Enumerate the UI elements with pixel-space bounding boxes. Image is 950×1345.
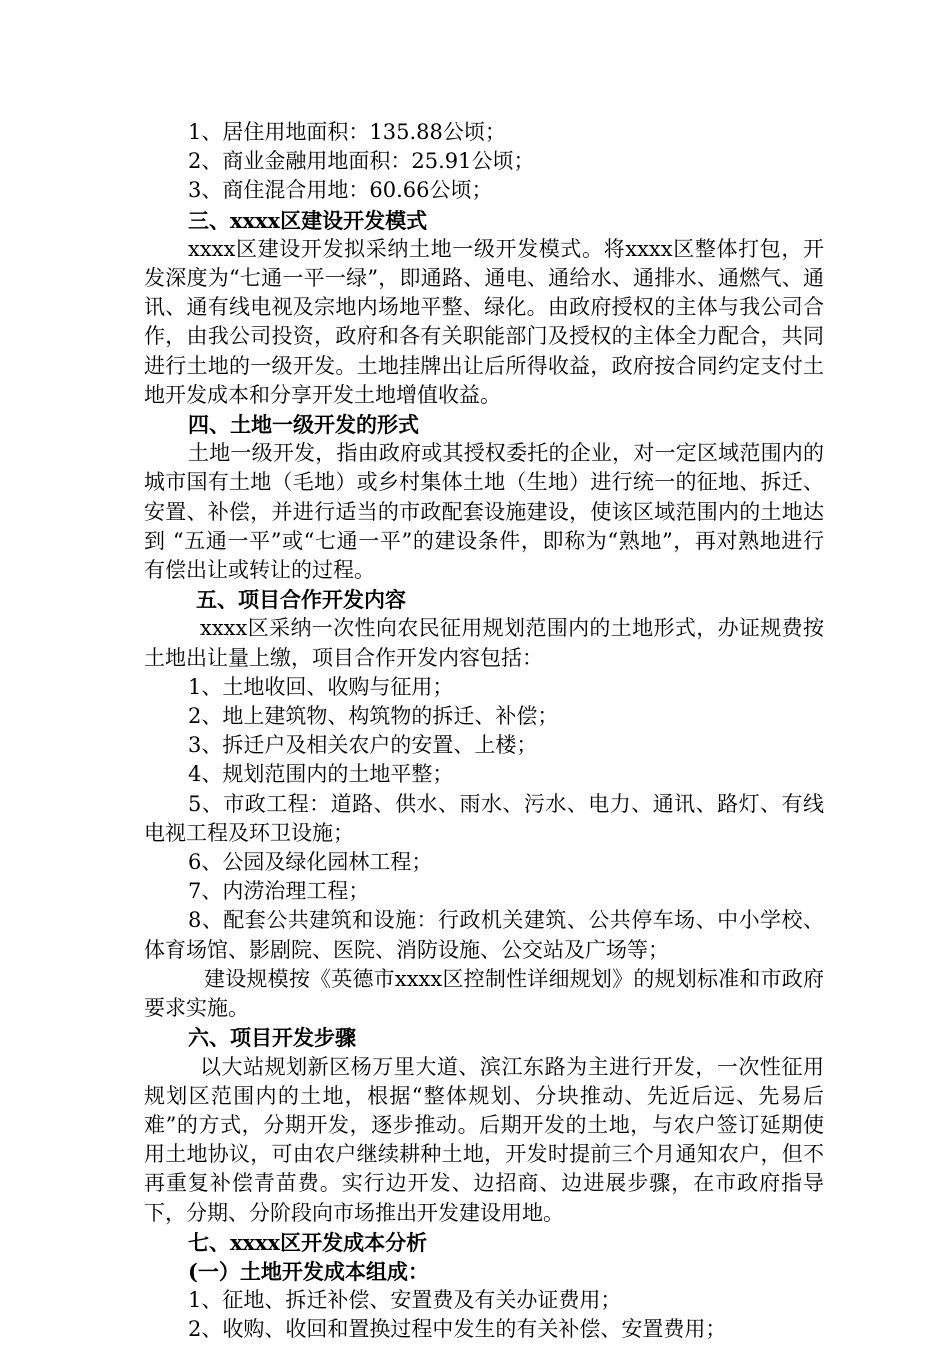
land-area-mixed: 3、商住混合用地：60.66公顷； [188,178,493,203]
land-area-commercial: 2、商业金融用地面积：25.91公顷； [188,149,535,174]
section-6-heading: 六、项目开发步骤 [188,1025,356,1051]
section-5-item: 2、地上建筑物、构筑物的拆迁、补偿； [188,704,559,729]
section-3-heading: 三、xxxx区建设开发模式 [188,207,428,233]
section-5-item: 7、内涝治理工程； [188,879,370,904]
section-6-body: 以大站规划新区杨万里大道、滨江东路为主进行开发，一次性征用规划区范围内的土地，根据“整体规划、分块推动、先近后远、先易后难”的方式，分期开发，逐步推动。后期开发的土地，与农户签订延期使用土地协议，可由农户继续耕种土地，开发时提前三个月通知农户，但不再重复补偿青苗费。实行边开发、边招商、边进展步骤，在市政府指导下，分期、分阶段向市场推出开发建设用地。 [144,1054,824,1225]
section-5-item: 1、土地收回、收购与征用； [188,674,454,699]
section-5-heading: 五、项目合作开发内容 [196,587,406,613]
section-7-heading: 七、xxxx区开发成本分析 [188,1229,428,1255]
section-5-item: 8、配套公共建筑和设施：行政机关建筑、公共停车场、中小学校、体育场馆、影剧院、医院、消防设施、公交站及广场等； [144,908,824,962]
section-5-outro: 建设规模按《英德市xxxx区控制性详细规划》的规划标准和市政府要求实施。 [144,966,824,1021]
section-5-item: 5、市政工程：道路、供水、雨水、污水、电力、通讯、路灯、有线电视工程及环卫设施； [144,791,824,845]
land-area-residential: 1、居住用地面积：135.88公顷； [188,120,506,144]
section-7-item: 1、征地、拆迁补偿、安置费及有关办证费用； [188,1288,622,1313]
section-5-item: 4、规划范围内的土地平整； [188,762,454,787]
section-7-subheading: (一）土地开发成本组成： [188,1258,429,1284]
section-4-body: 土地一级开发，指由政府或其授权委托的企业，对一定区域范围内的城市国有土地（毛地）或乡村集体土地（生地）进行统一的征地、拆迁、安置、补偿，并进行适当的市政配套设施建设，使该区域范围内的土地达到 “五通一平”或“七通一平”的建设条件，即称为“熟地”，再对熟地进行有偿出让或转让的过程。 [144,441,824,583]
section-5-intro: xxxx区采纳一次性向农民征用规划范围内的土地形式，办证规费按土地出让量上缴，项目合作开发内容包括： [144,616,824,670]
section-5-item: 3、拆迁户及相关农户的安置、上楼； [188,733,538,758]
section-3-body: xxxx区建设开发拟采纳土地一级开发模式。将xxxx区整体打包，开发深度为“七通一平一绿”，即通路、通电、通给水、通排水、通燃气、通讯、通有线电视及宗地内场地平整、绿化。由政府授权的主体与我公司合作，由我公司投资，政府和各有关职能部门及授权的主体全力配合，共同进行土地的一级开发。土地挂牌出让后所得收益，政府按合同约定支付土地开发成本和分享开发土地增值收益。 [144,236,824,407]
section-7-item: 2、收购、收回和置换过程中发生的有关补偿、安置费用； [188,1317,727,1342]
section-5-item: 6、公园及绿化园林工程； [188,850,433,875]
section-4-heading: 四、土地一级开发的形式 [188,412,419,438]
document-page [144,118,824,1345]
